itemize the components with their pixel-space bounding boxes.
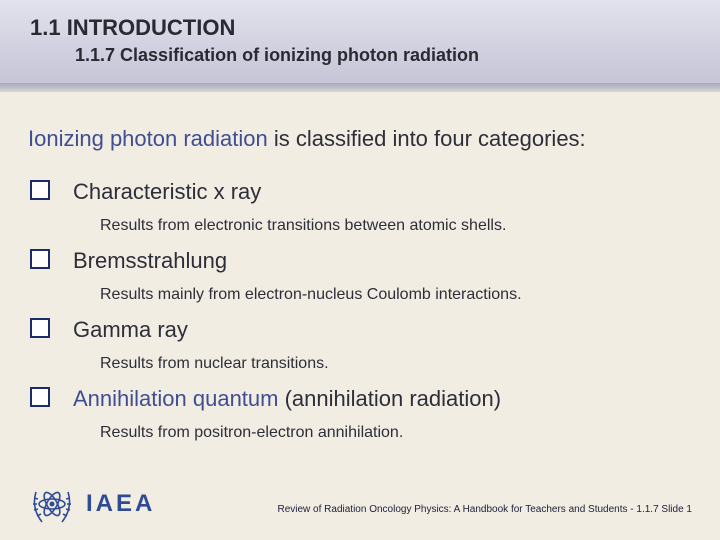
item-title — [73, 248, 227, 274]
item-title-main: Characteristic x ray — [73, 179, 262, 204]
item-title-extra: (annihilation radiation) — [278, 386, 502, 411]
checkbox-bullet-icon — [30, 180, 50, 200]
checkbox-bullet-icon — [30, 249, 50, 269]
item-title — [73, 386, 501, 412]
item-description: Results mainly from electron-nucleus Coulomb interactions. — [100, 286, 522, 303]
slide-footer: Review of Radiation Oncology Physics: A Handbook for Teachers and Students - 1.1.7 Slide 1 — [277, 504, 692, 515]
item-description: Results from electronic transitions between atomic shells. — [100, 217, 507, 234]
intro-highlight: Ionizing photon radiation — [28, 126, 268, 151]
list-item — [30, 248, 710, 303]
checkbox-bullet-icon — [30, 318, 50, 338]
header-divider — [0, 83, 720, 92]
item-title — [73, 179, 261, 205]
checkbox-bullet-icon — [30, 387, 50, 407]
section-title: 1.1 INTRODUCTION — [30, 15, 236, 40]
item-description: Results from positron-electron annihilation. — [100, 424, 404, 441]
item-title-main: Gamma ray — [73, 317, 188, 342]
iaea-atom-wreath-icon — [28, 482, 76, 530]
item-title-main: Bremsstrahlung — [73, 248, 228, 273]
list-item — [30, 317, 710, 372]
intro-rest: is classified into four categories: — [267, 126, 586, 151]
list-item — [30, 386, 710, 441]
item-description: Results from nuclear transitions. — [100, 355, 329, 372]
item-title-main: Annihilation quantum — [73, 386, 279, 411]
subsection-title: 1.1.7 Classification of ionizing photon radiation — [75, 45, 480, 65]
slide-header — [0, 0, 720, 83]
list-item — [30, 179, 710, 234]
intro-sentence — [28, 126, 586, 152]
item-title — [73, 317, 188, 343]
iaea-logo-text: IAEA — [86, 490, 156, 517]
